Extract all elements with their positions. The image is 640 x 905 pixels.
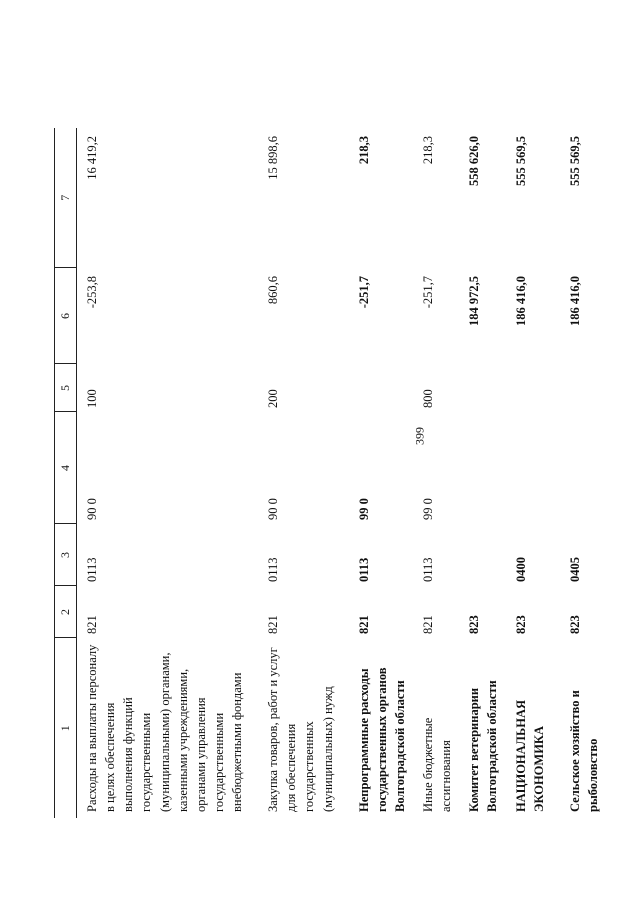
row-change-amount: -251,7 <box>421 276 435 309</box>
row-target-code <box>552 412 606 524</box>
row-expense-type <box>552 364 606 412</box>
row-name: Комитет ветеринарии Волгоградской области <box>467 680 500 812</box>
header-col-2: 2 <box>55 586 77 638</box>
row-total-amount: 555 569,5 <box>567 136 582 186</box>
row-change-amount: 184 972,5 <box>467 276 482 326</box>
row-change-amount: 186 416,0 <box>513 276 528 326</box>
table-row <box>506 128 552 818</box>
row-name: НАЦИОНАЛЬНАЯ ЭКОНОМИКА <box>513 699 546 812</box>
header-col-3: 3 <box>55 524 77 586</box>
header-col-7: 7 <box>55 128 77 268</box>
row-change-amount: -253,8 <box>85 276 99 309</box>
row-target-code: 99 0 <box>356 498 371 520</box>
row-total-amount: 16 419,2 <box>85 136 99 180</box>
header-col-4: 4 <box>55 412 77 524</box>
row-expense-type: 800 <box>421 389 435 408</box>
row-section-code: 0400 <box>513 557 528 582</box>
row-name: Сельское хозяйство и рыболовство <box>567 690 600 812</box>
table-row <box>341 128 413 818</box>
header-col-1: 1 <box>55 638 77 818</box>
budget-table <box>54 128 606 818</box>
row-change-amount: -251,7 <box>356 276 371 309</box>
table-row <box>250 128 341 818</box>
row-target-code <box>506 412 552 524</box>
row-total-amount: 15 898,6 <box>266 136 281 180</box>
row-target-code: 90 0 <box>266 498 281 520</box>
row-ministry-code: 821 <box>85 615 99 634</box>
row-total-amount: 218,3 <box>421 136 435 165</box>
header-row <box>55 128 77 818</box>
header-col-6: 6 <box>55 268 77 364</box>
row-expense-type: 200 <box>266 389 281 408</box>
rotated-table-container <box>54 128 600 818</box>
row-section-code: 0405 <box>567 557 582 582</box>
row-name: Закупка товаров, работ и услуг для обеспечения государственных (муниципальных) нужд <box>266 647 335 812</box>
table-row <box>413 128 459 818</box>
row-section-code: 0113 <box>266 557 281 582</box>
table-row <box>459 128 505 818</box>
table-row <box>552 128 606 818</box>
row-total-amount: 558 626,0 <box>467 136 482 186</box>
row-expense-type <box>506 364 552 412</box>
table-row <box>77 128 251 818</box>
row-name: Непрограммные расходы государственных органов Волгоградской области <box>356 667 407 812</box>
row-target-code: 99 0 <box>421 498 435 520</box>
row-ministry-code: 823 <box>513 615 528 634</box>
row-section-code: 0113 <box>356 557 371 582</box>
row-expense-type <box>341 364 413 412</box>
row-name: Иные бюджетные ассигнования <box>421 717 454 812</box>
row-ministry-code: 823 <box>567 615 582 634</box>
row-ministry-code: 821 <box>356 615 371 634</box>
page-number: 399 <box>412 427 427 445</box>
row-expense-type: 100 <box>85 389 99 408</box>
row-ministry-code: 821 <box>266 615 281 634</box>
row-target-code: 90 0 <box>85 498 99 520</box>
row-ministry-code: 821 <box>421 615 435 634</box>
row-total-amount: 555 569,5 <box>513 136 528 186</box>
row-section-code: 0113 <box>85 557 99 582</box>
row-change-amount: 186 416,0 <box>567 276 582 326</box>
row-target-code <box>459 412 505 524</box>
header-col-5: 5 <box>55 364 77 412</box>
row-change-amount: 860,6 <box>266 276 281 305</box>
row-name: Расходы на выплаты персоналу в целях обеспечения выполнения функций государственными (муниципальными) органами, казенными учреждениями, органами управления государственными внебюджетными фондами <box>85 644 244 812</box>
row-expense-type <box>459 364 505 412</box>
row-section-code <box>459 524 505 586</box>
row-section-code: 0113 <box>421 557 435 582</box>
row-total-amount: 218,3 <box>356 136 371 165</box>
row-ministry-code: 823 <box>467 615 482 634</box>
